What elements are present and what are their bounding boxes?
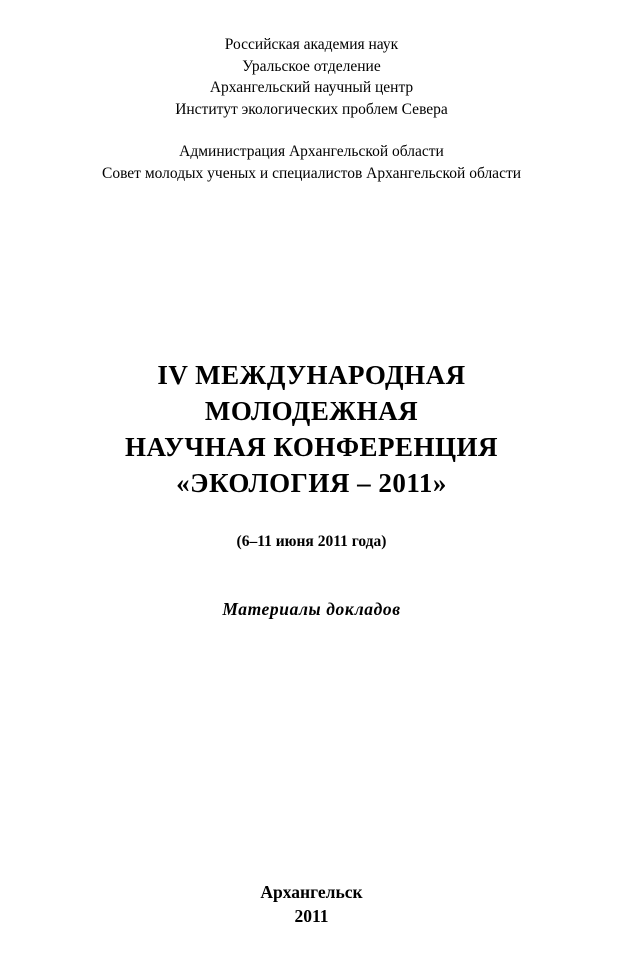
title-line: МОЛОДЕЖНАЯ [204, 396, 419, 426]
conference-title [0, 357, 623, 501]
organizers-regional [0, 141, 623, 184]
organizer-line: Администрация Архангельской области [179, 143, 444, 160]
title-line: «ЭКОЛОГИЯ – 2011» [176, 468, 447, 498]
organizer-line: Архангельский научный центр [209, 79, 414, 96]
organizer-line: Институт экологических проблем Севера [175, 100, 448, 118]
imprint-city: Архангельск [260, 882, 363, 902]
conference-dates: (6–11 июня 2011 года) [236, 533, 387, 550]
organizer-line: Совет молодых ученых и специалистов Архангельской области [101, 164, 522, 182]
title-line: IV МЕЖДУНАРОДНАЯ [157, 360, 466, 390]
imprint-year: 2011 [294, 906, 329, 926]
organizer-line: Российская академия наук [224, 36, 399, 53]
imprint [0, 880, 623, 928]
organizer-line: Уральское отделение [242, 57, 381, 75]
title-line: НАУЧНАЯ КОНФЕРЕНЦИЯ [124, 432, 499, 462]
organizers-academic [0, 34, 623, 120]
publication-subtitle: Материалы докладов [222, 599, 401, 619]
